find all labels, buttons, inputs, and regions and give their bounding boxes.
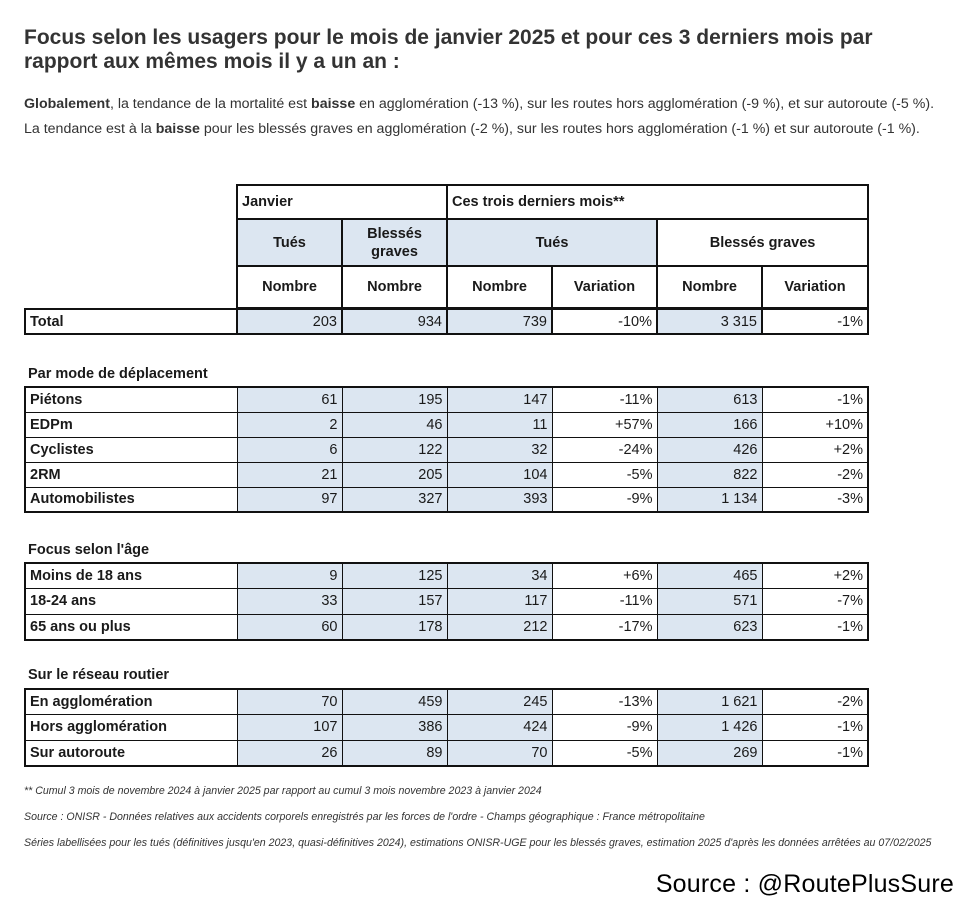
- cell-3m-tues-variation: -9%: [552, 487, 657, 512]
- header-variation-3m-tues: Variation: [552, 266, 657, 308]
- cell-jan-bg: 934: [342, 309, 447, 334]
- cell-3m-bg-nombre: 1 621: [657, 689, 762, 715]
- table-row: [25, 740, 868, 766]
- cell-3m-tues-variation: -13%: [552, 689, 657, 715]
- cell-3m-bg-variation: -1%: [762, 614, 868, 640]
- footnote-cumul: ** Cumul 3 mois de novembre 2024 à janvier 2025 par rapport au cumul 3 mois novembre 2023 à janvier 2024: [24, 785, 542, 797]
- cell-3m-tues-variation: -5%: [552, 740, 657, 766]
- cell-jan-tues: 26: [237, 740, 342, 766]
- cell-3m-tues-nombre: 70: [447, 740, 552, 766]
- cell-3m-tues-variation: -24%: [552, 437, 657, 462]
- cell-3m-bg-variation: -3%: [762, 487, 868, 512]
- intro-text-2: en agglomération (-13 %), sur les routes hors agglomération (-9 %), et sur autoroute (-5 %). La tendance est à la: [24, 96, 935, 137]
- source-credit: Source : @RoutePlusSure: [655, 870, 954, 898]
- table-reseau: [24, 688, 869, 767]
- intro-bold-baisse-1: baisse: [311, 96, 356, 112]
- cell-jan-tues: 61: [237, 387, 342, 412]
- cell-3m-bg-nombre: 465: [657, 563, 762, 589]
- cell-jan-bg: 89: [342, 740, 447, 766]
- row-label: Automobilistes: [25, 487, 237, 512]
- intro-text-3: pour les blessés graves en agglomération (-2 %), sur les routes hors agglomération (-1 %) et sur autoroute (-1 %).: [199, 120, 920, 137]
- cell-3m-bg-variation: -1%: [762, 309, 868, 334]
- footnote-source: Source : ONISR - Données relatives aux accidents corporels enregistrés par les forces de l'ordre - Champs géographique : France métropolitaine: [24, 811, 705, 823]
- cell-jan-bg: 459: [342, 689, 447, 715]
- header-nombre-3m-tues: Nombre: [447, 266, 552, 308]
- cell-jan-tues: 2: [237, 412, 342, 437]
- section-title-age: Focus selon l'âge: [28, 542, 150, 558]
- cell-jan-bg: 205: [342, 462, 447, 487]
- cell-jan-tues: 33: [237, 589, 342, 615]
- cell-3m-bg-variation: -1%: [762, 715, 868, 741]
- header-tues-3mois: Tués: [447, 219, 657, 266]
- cell-3m-tues-nombre: 104: [447, 462, 552, 487]
- row-label: Moins de 18 ans: [25, 563, 237, 589]
- table-row: [25, 309, 868, 334]
- cell-jan-bg: 46: [342, 412, 447, 437]
- row-label: 2RM: [25, 462, 237, 487]
- cell-3m-tues-nombre: 32: [447, 437, 552, 462]
- cell-jan-bg: 122: [342, 437, 447, 462]
- row-label: 18-24 ans: [25, 589, 237, 615]
- header-janvier: Janvier: [237, 185, 447, 219]
- cell-3m-tues-nombre: 147: [447, 387, 552, 412]
- cell-3m-bg-nombre: 1 134: [657, 487, 762, 512]
- cell-3m-tues-variation: -5%: [552, 462, 657, 487]
- table-row: [25, 563, 868, 589]
- header-blesses-graves-line1: Blessés: [367, 225, 422, 242]
- cell-jan-tues: 107: [237, 715, 342, 741]
- row-label: Hors agglomération: [25, 715, 237, 741]
- cell-jan-bg: 327: [342, 487, 447, 512]
- cell-3m-tues-variation: +6%: [552, 563, 657, 589]
- intro-bold-baisse-2: baisse: [155, 120, 200, 137]
- cell-3m-tues-nombre: 393: [447, 487, 552, 512]
- cell-jan-tues: 9: [237, 563, 342, 589]
- cell-3m-tues-nombre: 739: [447, 309, 552, 334]
- page-title: Focus selon les usagers pour le mois de janvier 2025 et pour ces 3 derniers mois par rapport aux mêmes mois il y a un an :: [24, 26, 873, 73]
- table-row: [25, 387, 868, 412]
- cell-3m-bg-nombre: 822: [657, 462, 762, 487]
- table-row: [25, 462, 868, 487]
- cell-3m-bg-nombre: 613: [657, 387, 762, 412]
- cell-jan-bg: 157: [342, 589, 447, 615]
- cell-3m-bg-variation: +10%: [762, 412, 868, 437]
- cell-3m-tues-nombre: 245: [447, 689, 552, 715]
- table-row: [25, 437, 868, 462]
- table-header: [236, 184, 869, 309]
- row-label: Total: [25, 309, 237, 334]
- cell-3m-bg-nombre: 426: [657, 437, 762, 462]
- cell-3m-bg-variation: -7%: [762, 589, 868, 615]
- cell-3m-bg-variation: +2%: [762, 437, 868, 462]
- header-nombre-3m-bg: Nombre: [657, 266, 762, 308]
- cell-jan-bg: 178: [342, 614, 447, 640]
- header-blesses-3mois: Blessés graves: [657, 219, 868, 266]
- table-row: [25, 614, 868, 640]
- cell-3m-tues-nombre: 424: [447, 715, 552, 741]
- row-label: En agglomération: [25, 689, 237, 715]
- header-trois-mois: Ces trois derniers mois**: [447, 185, 868, 219]
- table-row: [25, 487, 868, 512]
- header-nombre-jan-bg: Nombre: [342, 266, 447, 308]
- cell-jan-bg: 195: [342, 387, 447, 412]
- cell-3m-bg-nombre: 1 426: [657, 715, 762, 741]
- header-tues: Tués: [237, 219, 342, 266]
- row-label: Sur autoroute: [25, 740, 237, 766]
- cell-3m-tues-variation: -17%: [552, 614, 657, 640]
- footnote-series: Séries labellisées pour les tués (définitives jusqu'en 2023, quasi-définitives 2024), estimations ONISR-UGE pour les blessés graves, estimation 2025 d'après les données arrêtées au 07/02/2025: [24, 837, 932, 849]
- table-row: [25, 715, 868, 741]
- cell-3m-bg-nombre: 269: [657, 740, 762, 766]
- row-label: EDPm: [25, 412, 237, 437]
- table-age: [24, 562, 869, 641]
- intro-text-1: , la tendance de la mortalité est: [109, 96, 312, 112]
- cell-3m-bg-variation: -1%: [762, 387, 868, 412]
- table-row: [25, 412, 868, 437]
- table-mode: [24, 386, 869, 513]
- cell-3m-bg-variation: +2%: [762, 563, 868, 589]
- section-title-mode: Par mode de déplacement: [28, 366, 208, 382]
- cell-3m-bg-variation: -2%: [762, 689, 868, 715]
- cell-jan-tues: 70: [237, 689, 342, 715]
- cell-3m-bg-nombre: 166: [657, 412, 762, 437]
- section-title-reseau: Sur le réseau routier: [28, 667, 170, 683]
- header-blesses-graves-line2: graves: [371, 243, 418, 260]
- header-blesses-graves: [342, 219, 447, 266]
- cell-jan-tues: 21: [237, 462, 342, 487]
- cell-jan-tues: 6: [237, 437, 342, 462]
- cell-3m-bg-variation: -2%: [762, 462, 868, 487]
- cell-3m-tues-variation: -9%: [552, 715, 657, 741]
- row-label: Cyclistes: [25, 437, 237, 462]
- intro-bold-globalement: Globalement: [24, 96, 110, 112]
- cell-3m-tues-nombre: 11: [447, 412, 552, 437]
- cell-3m-tues-variation: -11%: [552, 387, 657, 412]
- cell-jan-tues: 60: [237, 614, 342, 640]
- header-variation-3m-bg: Variation: [762, 266, 868, 308]
- cell-3m-tues-nombre: 34: [447, 563, 552, 589]
- cell-jan-tues: 203: [237, 309, 342, 334]
- cell-jan-bg: 386: [342, 715, 447, 741]
- table-total: [24, 308, 869, 335]
- cell-3m-tues-nombre: 117: [447, 589, 552, 615]
- header-nombre-jan-tues: Nombre: [237, 266, 342, 308]
- cell-jan-tues: 97: [237, 487, 342, 512]
- row-label: 65 ans ou plus: [25, 614, 237, 640]
- cell-3m-bg-nombre: 3 315: [657, 309, 762, 334]
- cell-3m-bg-variation: -1%: [762, 740, 868, 766]
- cell-3m-tues-variation: +57%: [552, 412, 657, 437]
- cell-3m-bg-nombre: 623: [657, 614, 762, 640]
- cell-jan-bg: 125: [342, 563, 447, 589]
- table-row: [25, 589, 868, 615]
- cell-3m-tues-nombre: 212: [447, 614, 552, 640]
- cell-3m-tues-variation: -11%: [552, 589, 657, 615]
- cell-3m-bg-nombre: 571: [657, 589, 762, 615]
- row-label: Piétons: [25, 387, 237, 412]
- intro-paragraph: [24, 92, 939, 141]
- table-row: [25, 689, 868, 715]
- cell-3m-tues-variation: -10%: [552, 309, 657, 334]
